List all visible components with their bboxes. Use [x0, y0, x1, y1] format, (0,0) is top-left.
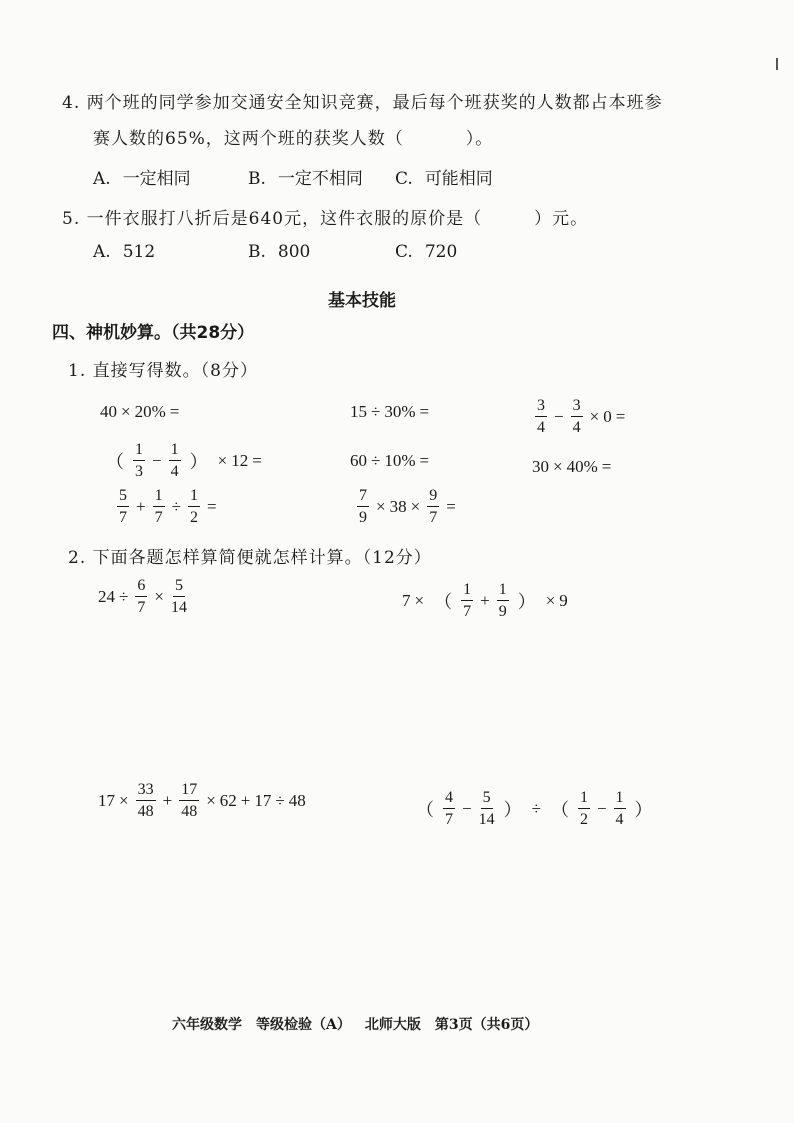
question-text: ）。	[465, 129, 494, 149]
option-b[interactable]: B. 一定不相同	[248, 169, 363, 189]
question-5	[62, 204, 588, 229]
option-a[interactable]: A. 一定相同	[93, 169, 191, 189]
subsection-number: 2.	[68, 548, 87, 568]
question-4	[62, 88, 663, 113]
footer-edition: 北师大版	[364, 1017, 421, 1033]
question-4-line2	[93, 124, 493, 149]
fraction: $\frac{3}{4}$	[572, 397, 581, 436]
expr-11: 17 × $\frac{33}{48}$ + $\frac{17}{48}$ × 62 + 17 ÷ 48	[98, 781, 306, 820]
expr-12: （ $\frac{4}{7}$ − $\frac{5}{14}$ ） ÷ （ $\frac{1}{2}$ − $\frac{1}{4}$ ）	[416, 789, 653, 828]
section-title: 四、神机妙算。（共28分）	[52, 323, 255, 343]
fraction: $\frac{9}{7}$	[429, 487, 438, 526]
expr-8: $\frac{7}{9}$ × 38 × $\frac{9}{7}$ =	[359, 487, 456, 526]
option-c[interactable]: C. 720	[395, 242, 458, 262]
question-text: 赛人数的65%，这两个班的获奖人数（	[93, 129, 404, 149]
fraction: $\frac{5}{14}$	[478, 789, 495, 828]
footer-subject: 六年级数学	[172, 1017, 242, 1033]
option-b[interactable]: B. 800	[248, 242, 311, 262]
expr-1: 40 × 20% =	[100, 402, 180, 421]
fraction: $\frac{5}{7}$	[119, 487, 127, 526]
subsection-2-title	[68, 543, 432, 568]
fraction: $\frac{1}{2}$	[579, 789, 588, 828]
expr-7: $\frac{5}{7}$ + $\frac{1}{7}$ ÷ $\frac{1}{2}$ =	[119, 487, 217, 526]
footer-page: 第3页（共6页）	[434, 1017, 539, 1033]
subsection-number: 1.	[68, 361, 87, 381]
subsection-text: 下面各题怎样算简便就怎样计算。（12分）	[92, 548, 432, 568]
part-heading: 基本技能	[328, 291, 396, 311]
expr-2: 15 ÷ 30% =	[350, 402, 430, 421]
fraction: $\frac{4}{7}$	[445, 789, 453, 828]
fraction: $\frac{1}{7}$	[463, 581, 472, 620]
option-a[interactable]: A. 512	[93, 242, 156, 262]
footer-exam: 等级检验（A）	[256, 1017, 351, 1033]
fraction: $\frac{3}{4}$	[537, 397, 545, 436]
question-number: 4.	[62, 93, 81, 113]
fraction: $\frac{1}{4}$	[170, 441, 179, 480]
fraction: $\frac{1}{3}$	[135, 441, 143, 480]
subsection-1-title	[68, 356, 258, 381]
expr-3: $\frac{3}{4}$ − $\frac{3}{4}$ × 0 =	[537, 397, 626, 436]
option-c[interactable]: C. 可能相同	[395, 169, 493, 189]
scan-edge-mark	[776, 58, 778, 70]
fraction: $\frac{1}{4}$	[615, 789, 624, 828]
question-text: 一件衣服打八折后是640元，这件衣服的原价是（	[86, 209, 483, 229]
expr-4: （ $\frac{1}{3}$ − $\frac{1}{4}$ ） × 12 =	[106, 441, 262, 480]
subsection-text: 直接写得数。（8分）	[92, 361, 258, 381]
fraction: $\frac{6}{7}$	[137, 577, 146, 616]
question-number: 5.	[62, 209, 81, 229]
fraction: $\frac{7}{9}$	[359, 487, 367, 526]
fraction: $\frac{1}{2}$	[189, 487, 198, 526]
fraction: $\frac{17}{48}$	[181, 781, 198, 820]
question-text: 两个班的同学参加交通安全知识竞赛，最后每个班获奖的人数都占本班参	[86, 93, 663, 113]
question-text: ）元。	[534, 209, 589, 229]
expr-6: 30 × 40% =	[532, 457, 612, 476]
fraction: $\frac{1}{7}$	[154, 487, 163, 526]
expr-10: 7 × （ $\frac{1}{7}$ + $\frac{1}{9}$ ） × 9	[402, 581, 568, 620]
fraction: $\frac{5}{14}$	[170, 577, 187, 616]
expr-5: 60 ÷ 10% =	[350, 451, 430, 470]
fraction: $\frac{33}{48}$	[137, 781, 154, 820]
expr-9: 24 ÷ $\frac{6}{7}$ × $\frac{5}{14}$	[98, 577, 187, 616]
fraction: $\frac{1}{9}$	[498, 581, 507, 620]
page-footer	[172, 1014, 552, 1034]
